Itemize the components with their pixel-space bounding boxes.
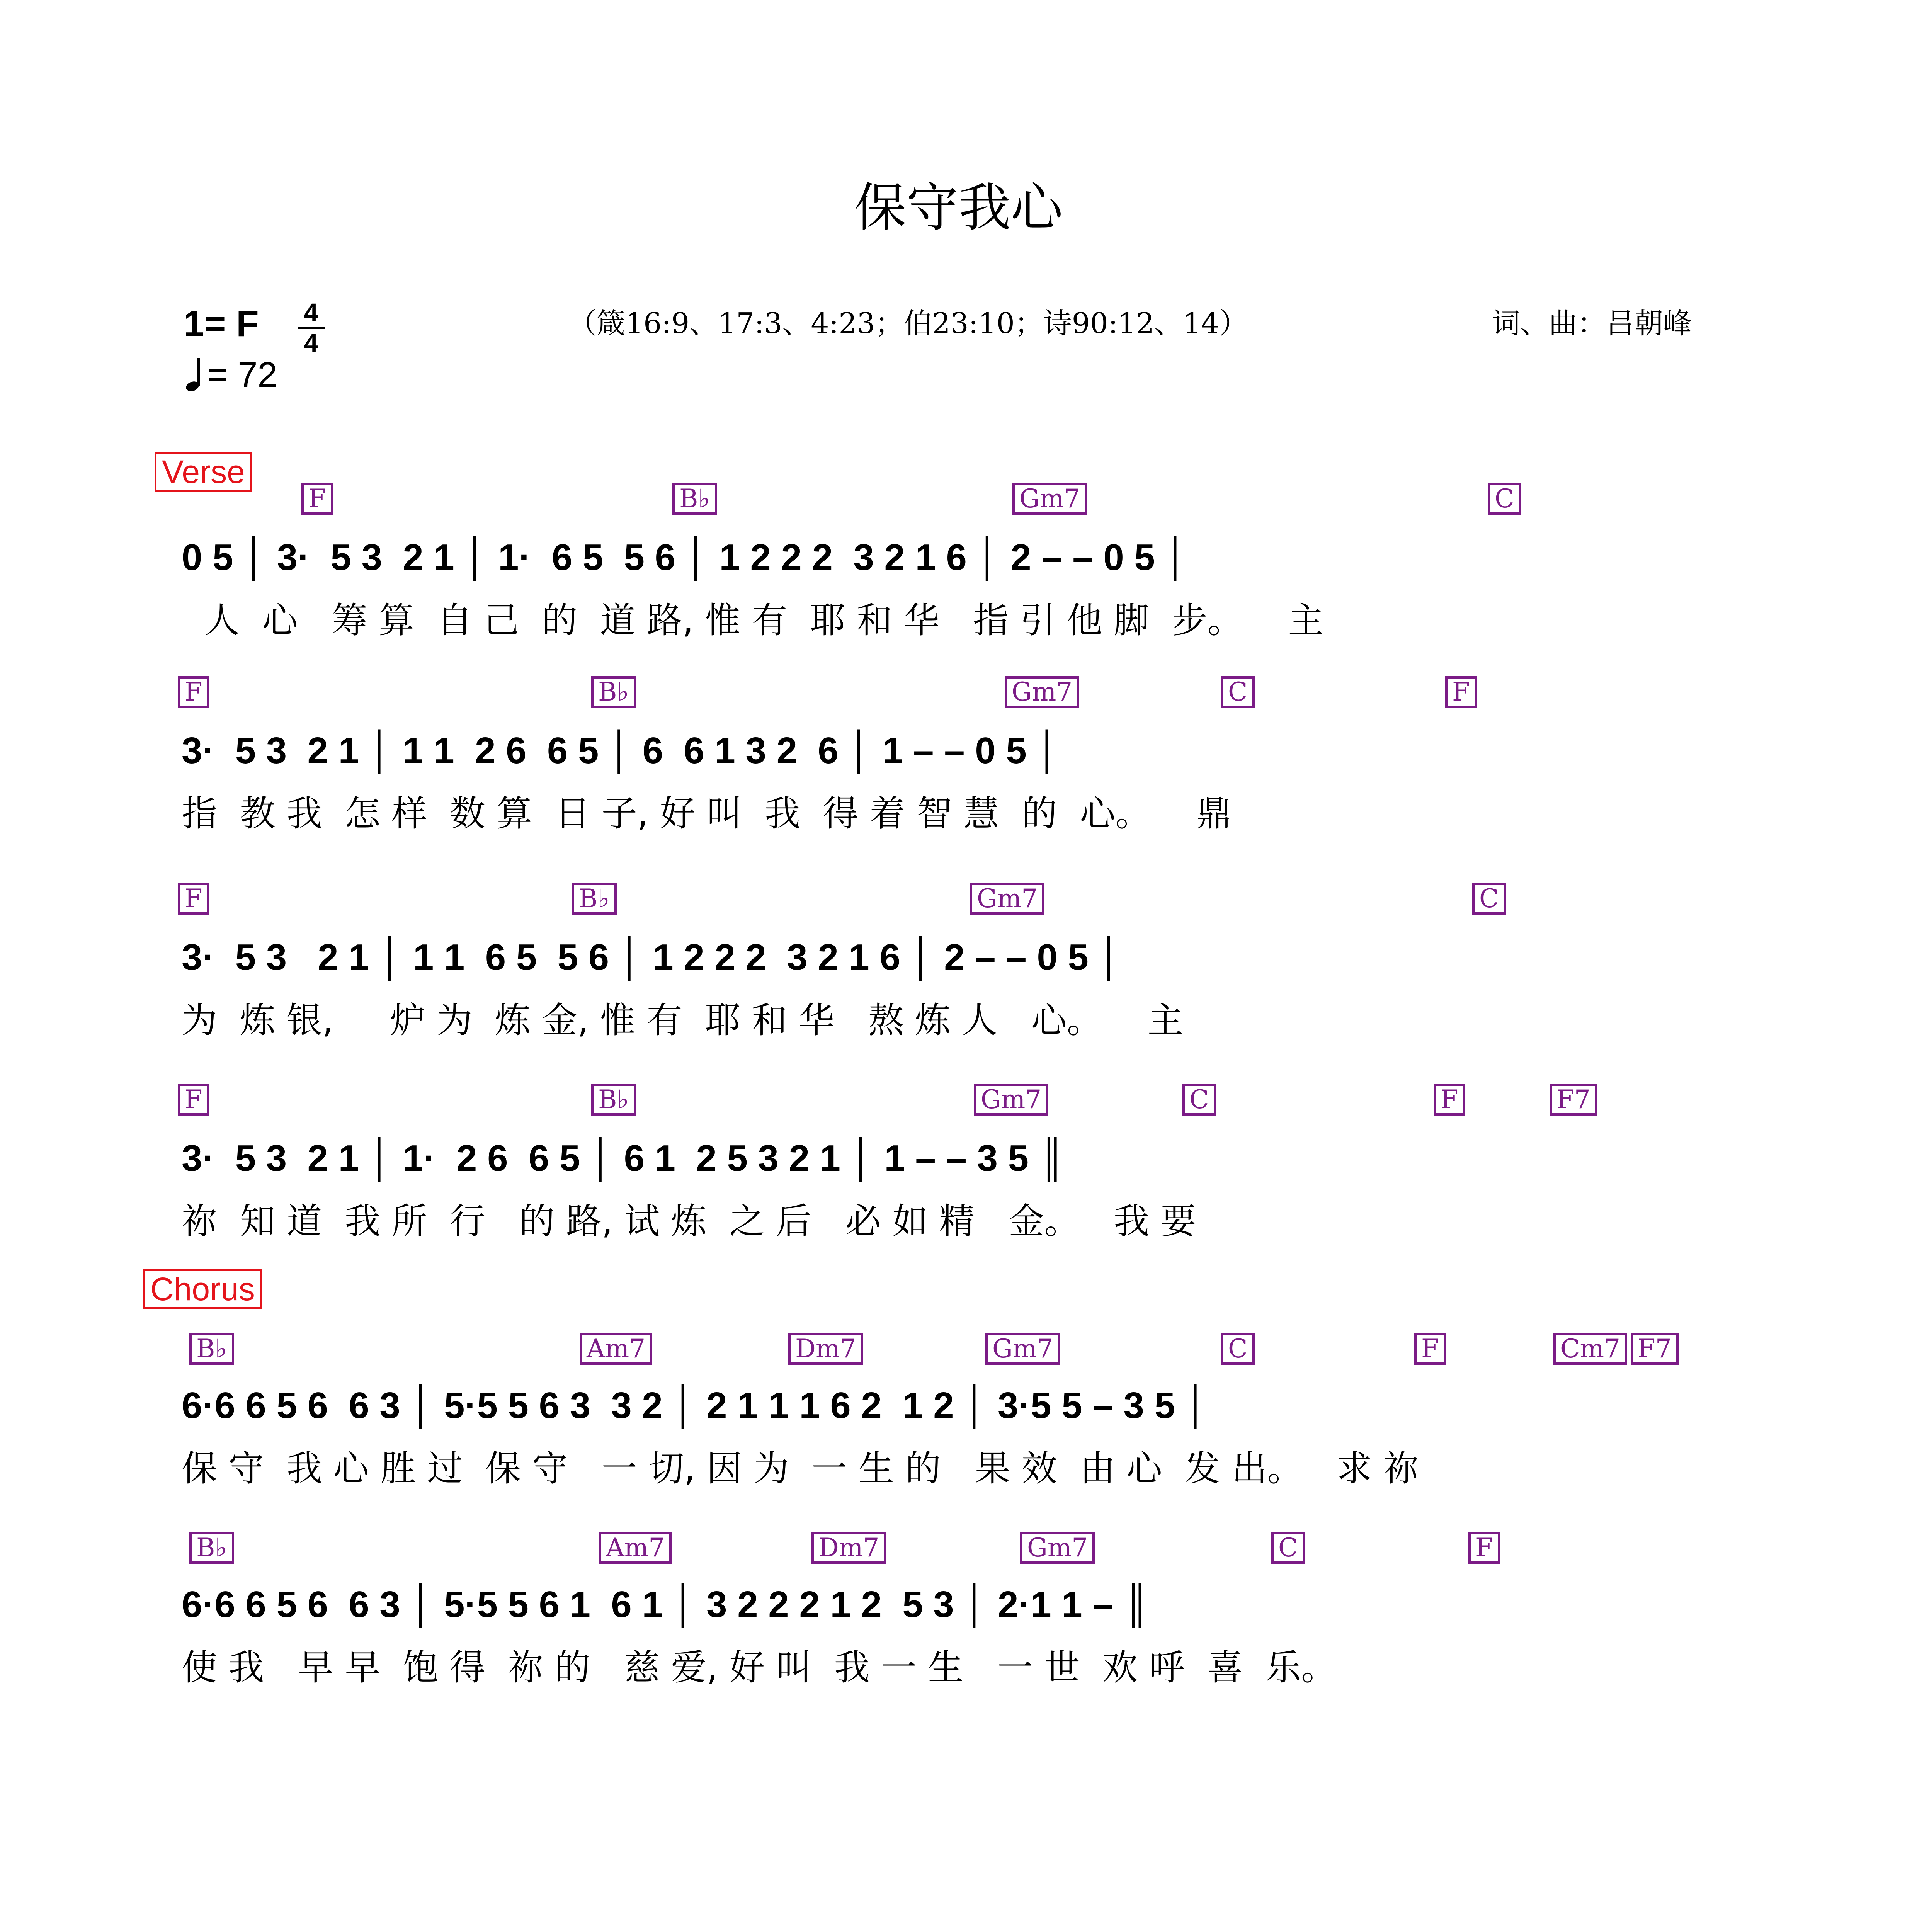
chord-symbol: B♭ (572, 883, 617, 915)
chord-symbol: C (1221, 676, 1255, 708)
chord-symbol: B♭ (189, 1333, 234, 1365)
chord-symbol: Dm7 (788, 1333, 863, 1365)
chord-symbol: F (178, 676, 209, 708)
notation-line: 0 5 │ 3· 5 3 2 1 │ 1· 6 5 5 6 │ 1 2 2 2 3 2 1 6 │ 2 – – 0 5 │ (182, 537, 1189, 578)
chord-symbol: B♭ (591, 676, 636, 708)
section-label-chorus: Chorus (143, 1269, 262, 1309)
chord-symbol: Gm7 (1012, 483, 1087, 515)
lyrics-line: 为 炼 银, 炉 为 炼 金, 惟 有 耶 和 华 熬 炼 人 心。 主 (182, 1000, 1183, 1041)
lyrics-line: 保 守 我 心 胜 过 保 守 一 切, 因 为 一 生 的 果 效 由 心 发 出。 求 祢 (182, 1448, 1419, 1489)
lyrics-line: 人 心 筹 算 自 己 的 道 路, 惟 有 耶 和 华 指 引 他 脚 步。 主 (182, 600, 1324, 641)
chord-symbol: B♭ (672, 483, 717, 515)
chord-symbol: B♭ (591, 1084, 636, 1116)
chord-symbol: Am7 (580, 1333, 652, 1365)
tempo-marking (185, 355, 277, 393)
notation-line: 3· 5 3 2 1 │ 1 1 2 6 6 5 │ 6 6 1 3 2 6 │ 1 – – 0 5 │ (182, 730, 1060, 771)
chord-symbol: F7 (1631, 1333, 1679, 1365)
tempo-value: = 72 (207, 355, 277, 395)
lyrics-line: 使 我 早 早 饱 得 祢 的 慈 爱, 好 叫 我 一 生 一 世 欢 呼 喜 乐。 (182, 1647, 1337, 1688)
chord-symbol: C (1271, 1532, 1305, 1564)
chord-symbol: F (1445, 676, 1477, 708)
section-label-verse: Verse (155, 452, 252, 492)
chord-symbol: C (1182, 1084, 1216, 1116)
chord-symbol: F (1434, 1084, 1465, 1116)
chord-symbol: Gm7 (1020, 1532, 1095, 1564)
chord-symbol: F (178, 1084, 209, 1116)
notation-line: 3· 5 3 2 1 │ 1· 2 6 6 5 │ 6 1 2 5 3 2 1 │ 1 – – 3 5 ║ (182, 1138, 1065, 1179)
chord-symbol: F (178, 883, 209, 915)
key-signature: 1= F (184, 303, 259, 344)
chord-symbol: F (1468, 1532, 1500, 1564)
time-signature (298, 299, 325, 355)
chord-symbol: Gm7 (970, 883, 1044, 915)
scripture-references: （箴16:9、17:3、4:23；伯23:10；诗90:12、14） (568, 307, 1248, 340)
time-signature-denominator: 4 (298, 327, 325, 355)
lyrics-line: 祢 知 道 我 所 行 的 路, 试 炼 之 后 必 如 精 金。 我 要 (182, 1201, 1196, 1242)
chord-symbol: Am7 (599, 1532, 672, 1564)
time-signature-numerator: 4 (304, 298, 318, 327)
chord-symbol: C (1221, 1333, 1255, 1365)
chord-symbol: B♭ (189, 1532, 234, 1564)
chord-symbol: C (1472, 883, 1506, 915)
chord-symbol: Dm7 (811, 1532, 886, 1564)
chord-symbol: Gm7 (974, 1084, 1048, 1116)
chord-symbol: C (1488, 483, 1521, 515)
credits: 词、曲：吕朝峰 (1492, 307, 1692, 340)
notation-line: 3· 5 3 2 1 │ 1 1 6 5 5 6 │ 1 2 2 2 3 2 1 6 │ 2 – – 0 5 │ (182, 937, 1122, 978)
notation-line: 6·6 6 5 6 6 3 │ 5·5 5 6 1 6 1 │ 3 2 2 2 1 2 5 3 │ 2·1 1 – ║ (182, 1584, 1150, 1625)
chord-symbol: Gm7 (1005, 676, 1079, 708)
chord-symbol: F7 (1550, 1084, 1597, 1116)
song-title: 保守我心 (854, 177, 1063, 238)
chord-symbol: Cm7 (1553, 1333, 1627, 1365)
chord-symbol: F (1414, 1333, 1446, 1365)
lyrics-line: 指 教 我 怎 样 数 算 日 子, 好 叫 我 得 着 智 慧 的 心。 鼎 (182, 793, 1232, 834)
quarter-note-icon (185, 355, 203, 393)
chord-symbol: Gm7 (985, 1333, 1060, 1365)
chord-symbol: F (301, 483, 333, 515)
notation-line: 6·6 6 5 6 6 3 │ 5·5 5 6 3 3 2 │ 2 1 1 1 6 2 1 2 │ 3·5 5 – 3 5 │ (182, 1385, 1209, 1426)
